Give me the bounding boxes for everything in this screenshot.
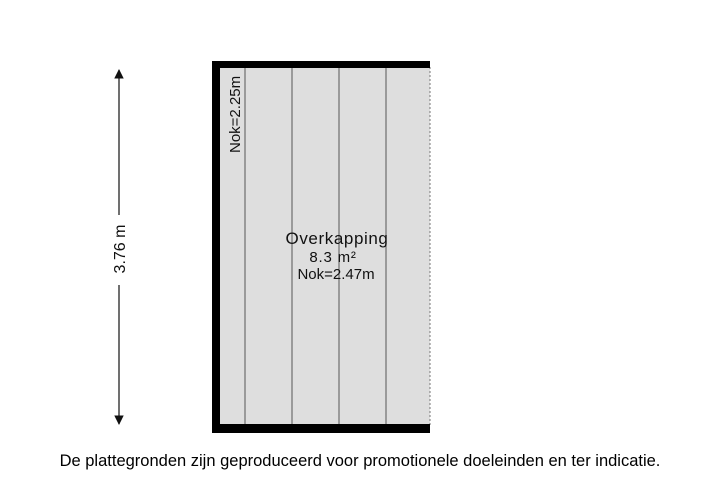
- room-nok-label: Nok=2.47m: [297, 266, 375, 283]
- wall-bottom: [212, 424, 430, 433]
- room-area: 8.3 m²: [309, 249, 357, 266]
- disclaimer-text: De plattegronden zijn geproduceerd voor promotionele doeleinden en ter indicatie.: [59, 452, 661, 470]
- dimension-height-label: 3.76 m: [112, 224, 129, 274]
- room-name: Overkapping: [285, 229, 389, 248]
- wall-top: [212, 61, 430, 68]
- wall-nok-label: Nok=2.25m: [227, 75, 244, 153]
- wall-left: [212, 61, 220, 433]
